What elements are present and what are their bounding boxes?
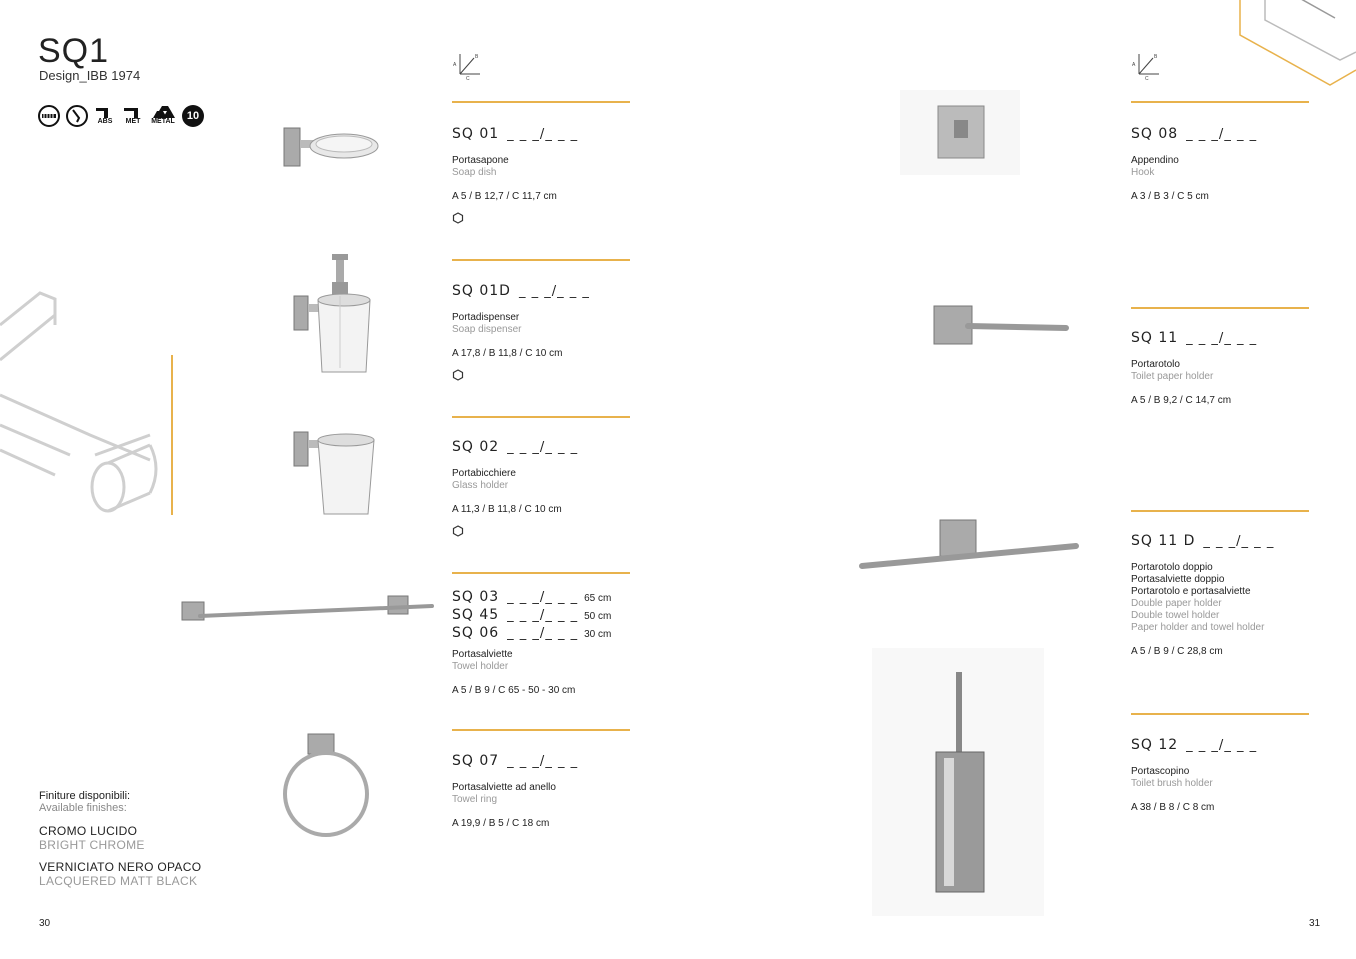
length-label: 30 cm (584, 629, 612, 640)
finish-code-blank: _ _ _/_ _ _ (1203, 534, 1275, 549)
product-name-en: Hook (1131, 167, 1155, 178)
finish-code-blank: _ _ _/_ _ _ (507, 590, 579, 605)
product-dimensions: A 17,8 / B 11,8 / C 10 cm (452, 348, 563, 359)
product-name-en: Toilet brush holder (1131, 778, 1213, 789)
axis-a-label: A (1132, 62, 1136, 68)
finish-code-blank: _ _ _/_ _ _ (1186, 127, 1258, 142)
finish-code-blank: _ _ _/_ _ _ (518, 284, 590, 299)
axis-a-label: A (453, 62, 457, 68)
section-divider (452, 729, 630, 731)
product-code: SQ 06 (452, 625, 500, 641)
product-name-en: Double towel holder (1131, 610, 1220, 621)
product-code: SQ 08 (1131, 126, 1179, 142)
page-number-left: 30 (39, 918, 51, 929)
finish-code-blank: _ _ _/_ _ _ (507, 754, 579, 769)
adhesive-mount-icon (66, 105, 88, 127)
section-divider (1131, 307, 1309, 309)
towel-ring-image (280, 732, 376, 842)
finish-code-blank: _ _ _/_ _ _ (1186, 738, 1258, 753)
section-divider (452, 572, 630, 574)
section-divider (452, 259, 630, 261)
product-dimensions: A 5 / B 12,7 / C 11,7 cm (452, 191, 557, 202)
product-dimensions: A 5 / B 9,2 / C 14,7 cm (1131, 395, 1232, 406)
product-dimensions: A 11,3 / B 11,8 / C 10 cm (452, 504, 562, 515)
finish-code-blank: _ _ _/_ _ _ (507, 127, 579, 142)
decorative-hexagon (1230, 0, 1356, 90)
axis-c-label: C (466, 76, 470, 80)
product-sq03-group (452, 589, 611, 696)
finish-name-en: LACQUERED MATT BLACK (39, 874, 198, 888)
met-material-icon (122, 103, 144, 127)
finish-code-blank: _ _ _/_ _ _ (507, 626, 579, 641)
finishes-block (39, 790, 201, 888)
product-dimensions: A 38 / B 8 / C 8 cm (1131, 802, 1215, 813)
product-dimensions: A 19,9 / B 5 / C 18 cm (452, 818, 550, 829)
feature-icon-row (38, 103, 204, 127)
decorative-toilet-roll-sketch (0, 285, 180, 525)
towel-holder-image (180, 594, 440, 630)
product-sq01 (452, 125, 578, 229)
double-paper-holder-image (858, 516, 1080, 578)
met-label: MET (125, 117, 141, 125)
product-name-en: Towel ring (452, 794, 498, 805)
product-name-en: Glass holder (452, 480, 509, 491)
axis-c-label: C (1145, 76, 1149, 80)
product-code: SQ 11 (1131, 330, 1179, 346)
product-name-it: Portasalviette ad anello (452, 782, 556, 793)
warranty-10-icon: 10 (182, 105, 204, 127)
designer-credit: Design_IBB 1974 (39, 68, 141, 83)
dimension-axes-icon (452, 50, 486, 80)
abs-label: ABS (97, 117, 113, 125)
hook-image (900, 90, 1020, 175)
metal-material-icon (150, 103, 176, 127)
product-code: SQ 11 D (1131, 533, 1196, 549)
product-sq07 (452, 752, 578, 829)
product-code: SQ 45 (452, 607, 500, 623)
abs-material-icon (94, 103, 116, 127)
section-divider (1131, 713, 1309, 715)
series-title: SQ1 (38, 32, 110, 70)
product-dimensions: A 5 / B 9 / C 28,8 cm (1131, 646, 1223, 657)
finish-code-blank: _ _ _/_ _ _ (1186, 331, 1258, 346)
hexagon-icon (452, 212, 464, 224)
product-name-en: Paper holder and towel holder (1131, 622, 1265, 633)
toilet-paper-holder-image (932, 300, 1072, 350)
soap-dish-image (282, 122, 382, 172)
product-sq01d (452, 282, 590, 386)
finish-name-it: VERNICIATO NERO OPACO (39, 860, 202, 874)
toilet-brush-holder-image (872, 648, 1044, 916)
length-label: 50 cm (584, 611, 612, 622)
product-sq11d (1131, 532, 1274, 657)
product-name-en: Towel holder (452, 661, 509, 672)
product-name-it: Appendino (1131, 155, 1179, 166)
product-name-it: Portascopino (1131, 766, 1190, 777)
product-name-it: Portarotolo doppio (1131, 562, 1213, 573)
axis-b-label: B (475, 54, 479, 60)
product-code: SQ 07 (452, 753, 500, 769)
product-sq12 (1131, 736, 1257, 813)
screw-mount-icon (38, 105, 60, 127)
page-number-right: 31 (1309, 918, 1321, 929)
product-code: SQ 02 (452, 439, 500, 455)
length-label: 65 cm (584, 593, 612, 604)
hexagon-icon (452, 369, 464, 381)
section-divider (1131, 510, 1309, 512)
hexagon-icon (452, 525, 464, 537)
product-sq08 (1131, 125, 1257, 202)
product-dimensions: A 3 / B 3 / C 5 cm (1131, 191, 1209, 202)
product-name-it: Portasalviette (452, 649, 513, 660)
product-name-en: Soap dish (452, 167, 497, 178)
product-name-it: Portasapone (452, 155, 509, 166)
product-code: SQ 12 (1131, 737, 1179, 753)
product-name-en: Double paper holder (1131, 598, 1222, 609)
product-name-it: Portasalviette doppio (1131, 574, 1225, 585)
finish-name-en: BRIGHT CHROME (39, 838, 145, 852)
product-sq02 (452, 438, 578, 542)
section-divider (1131, 101, 1309, 103)
product-sq11 (1131, 329, 1257, 406)
finish-name-it: CROMO LUCIDO (39, 824, 138, 838)
section-divider (452, 416, 630, 418)
product-name-en: Soap dispenser (452, 324, 522, 335)
finishes-label-it: Finiture disponibili: (39, 790, 131, 802)
product-name-it: Portadispenser (452, 312, 520, 323)
product-name-en: Toilet paper holder (1131, 371, 1214, 382)
axis-b-label: B (1154, 54, 1158, 60)
product-name-it: Portabicchiere (452, 468, 516, 479)
product-code: SQ 01D (452, 283, 511, 299)
product-dimensions: A 5 / B 9 / C 65 - 50 - 30 cm (452, 685, 576, 696)
section-divider (452, 101, 630, 103)
product-code: SQ 03 (452, 589, 500, 605)
soap-dispenser-image (292, 252, 382, 382)
product-code: SQ 01 (452, 126, 500, 142)
product-name-it: Portarotolo (1131, 359, 1180, 370)
finishes-label-en: Available finishes: (39, 802, 127, 814)
glass-holder-image (292, 430, 382, 520)
finish-code-blank: _ _ _/_ _ _ (507, 608, 579, 623)
finish-code-blank: _ _ _/_ _ _ (507, 440, 579, 455)
dimension-axes-icon (1131, 50, 1165, 80)
product-name-it: Portarotolo e portasalviette (1131, 586, 1251, 597)
metal-label: METAL (151, 117, 175, 125)
